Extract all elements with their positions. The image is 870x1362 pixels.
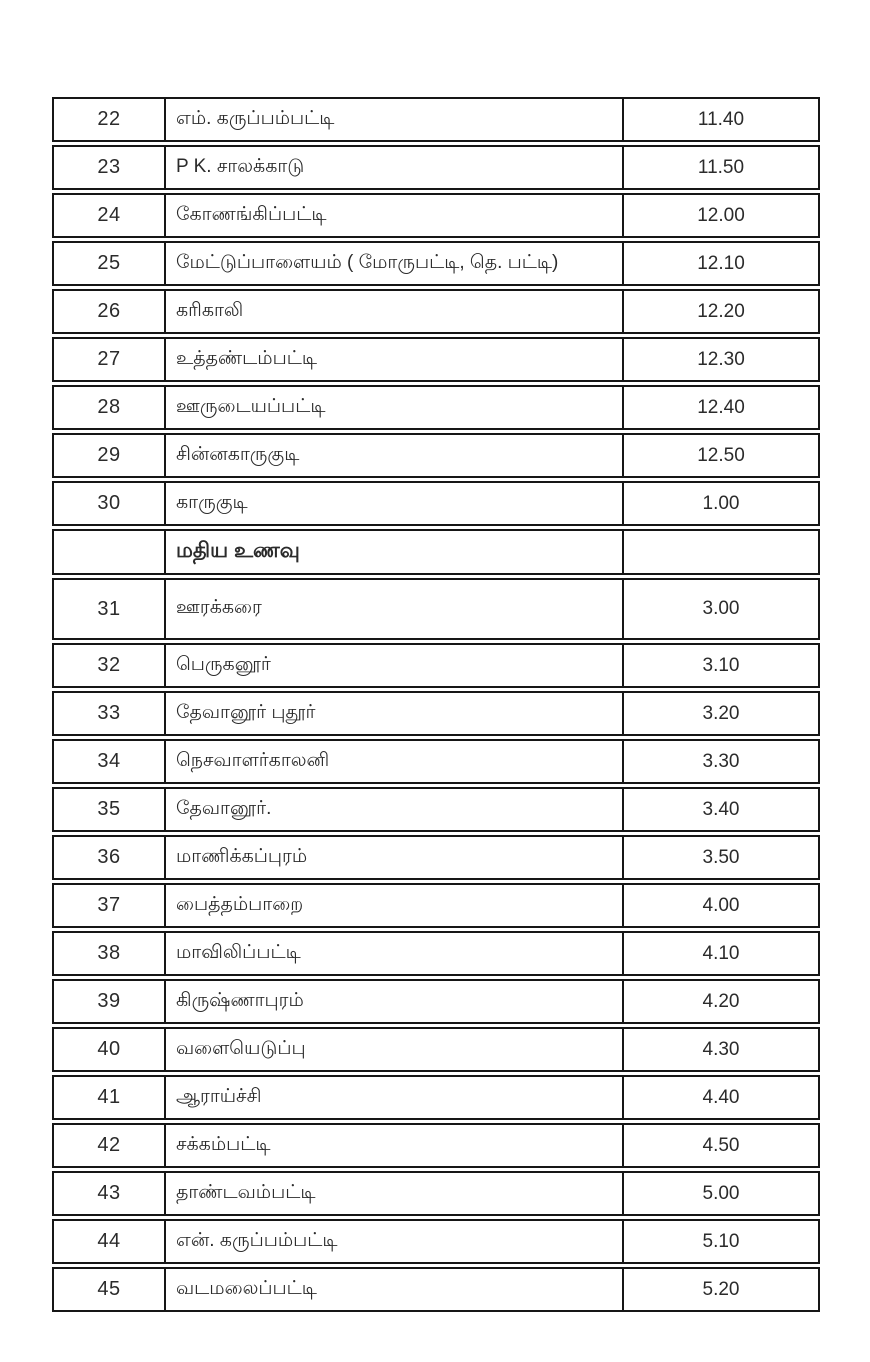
time-value-cell: 3.50 xyxy=(624,835,820,880)
serial-number-cell: 44 xyxy=(52,1219,166,1264)
place-name-cell: கோணங்கிப்பட்டி xyxy=(166,193,624,238)
schedule-table xyxy=(52,94,820,1315)
place-name-cell: ஊரக்கரை xyxy=(166,578,624,640)
time-value-cell: 4.10 xyxy=(624,931,820,976)
table-row xyxy=(52,97,820,142)
serial-number-cell: 31 xyxy=(52,578,166,640)
serial-number-cell: 45 xyxy=(52,1267,166,1312)
time-value-cell: 3.10 xyxy=(624,643,820,688)
time-value-cell: 3.20 xyxy=(624,691,820,736)
place-name-cell: மதிய உணவு xyxy=(166,529,624,575)
place-name-cell: நெசவாளர்காலனி xyxy=(166,739,624,784)
place-name-cell: எம். கருப்பம்பட்டி xyxy=(166,97,624,142)
table-row xyxy=(52,931,820,976)
serial-number-cell: 34 xyxy=(52,739,166,784)
table-row xyxy=(52,1171,820,1216)
time-value-cell: 1.00 xyxy=(624,481,820,526)
time-value-cell: 12.00 xyxy=(624,193,820,238)
time-value-cell: 12.50 xyxy=(624,433,820,478)
place-name-cell: P K. சாலக்காடு xyxy=(166,145,624,190)
time-value-cell: 11.40 xyxy=(624,97,820,142)
time-value-cell: 3.00 xyxy=(624,578,820,640)
time-value-cell: 4.30 xyxy=(624,1027,820,1072)
time-value-cell: 4.20 xyxy=(624,979,820,1024)
serial-number-cell: 35 xyxy=(52,787,166,832)
time-value-cell: 11.50 xyxy=(624,145,820,190)
serial-number-cell: 22 xyxy=(52,97,166,142)
serial-number-cell: 32 xyxy=(52,643,166,688)
schedule-table-body xyxy=(52,97,820,1312)
table-row xyxy=(52,145,820,190)
table-row xyxy=(52,289,820,334)
table-row xyxy=(52,835,820,880)
table-row xyxy=(52,1123,820,1168)
place-name-cell: வடமலைப்பட்டி xyxy=(166,1267,624,1312)
serial-number-cell: 41 xyxy=(52,1075,166,1120)
serial-number-cell: 38 xyxy=(52,931,166,976)
place-name-cell: ஆராய்ச்சி xyxy=(166,1075,624,1120)
place-name-cell: கிருஷ்ணாபுரம் xyxy=(166,979,624,1024)
table-row xyxy=(52,433,820,478)
table-row xyxy=(52,337,820,382)
time-value-cell: 3.30 xyxy=(624,739,820,784)
time-value-cell: 5.20 xyxy=(624,1267,820,1312)
time-value-cell: 4.40 xyxy=(624,1075,820,1120)
serial-number-cell: 33 xyxy=(52,691,166,736)
table-row xyxy=(52,883,820,928)
table-row xyxy=(52,643,820,688)
table-row xyxy=(52,578,820,640)
table-row xyxy=(52,1219,820,1264)
serial-number-cell: 43 xyxy=(52,1171,166,1216)
place-name-cell: வளையெடுப்பு xyxy=(166,1027,624,1072)
table-row xyxy=(52,1075,820,1120)
table-row xyxy=(52,787,820,832)
place-name-cell: என். கருப்பம்பட்டி xyxy=(166,1219,624,1264)
place-name-cell: ஊருடையப்பட்டி xyxy=(166,385,624,430)
time-value-cell: 12.20 xyxy=(624,289,820,334)
serial-number-cell: 26 xyxy=(52,289,166,334)
time-value-cell: 4.50 xyxy=(624,1123,820,1168)
time-value-cell xyxy=(624,529,820,575)
time-value-cell: 12.40 xyxy=(624,385,820,430)
place-name-cell: தேவானூர். xyxy=(166,787,624,832)
place-name-cell: காருகுடி xyxy=(166,481,624,526)
time-value-cell: 5.10 xyxy=(624,1219,820,1264)
place-name-cell: உத்தண்டம்பட்டி xyxy=(166,337,624,382)
serial-number-cell: 29 xyxy=(52,433,166,478)
table-row xyxy=(52,193,820,238)
serial-number-cell xyxy=(52,529,166,575)
serial-number-cell: 24 xyxy=(52,193,166,238)
table-row xyxy=(52,739,820,784)
serial-number-cell: 39 xyxy=(52,979,166,1024)
place-name-cell: பைத்தம்பாறை xyxy=(166,883,624,928)
place-name-cell: மாணிக்கப்புரம் xyxy=(166,835,624,880)
time-value-cell: 5.00 xyxy=(624,1171,820,1216)
table-row xyxy=(52,241,820,286)
time-value-cell: 4.00 xyxy=(624,883,820,928)
serial-number-cell: 40 xyxy=(52,1027,166,1072)
table-row xyxy=(52,691,820,736)
serial-number-cell: 25 xyxy=(52,241,166,286)
serial-number-cell: 23 xyxy=(52,145,166,190)
place-name-cell: தேவானூர் புதூர் xyxy=(166,691,624,736)
serial-number-cell: 42 xyxy=(52,1123,166,1168)
table-row xyxy=(52,1267,820,1312)
place-name-cell: தாண்டவம்பட்டி xyxy=(166,1171,624,1216)
time-value-cell: 3.40 xyxy=(624,787,820,832)
table-row xyxy=(52,1027,820,1072)
place-name-cell: மேட்டுப்பாளையம் ( மோருபட்டி, தெ. பட்டி) xyxy=(166,241,624,286)
place-name-cell: மாவிலிப்பட்டி xyxy=(166,931,624,976)
table-row xyxy=(52,979,820,1024)
serial-number-cell: 36 xyxy=(52,835,166,880)
table-row xyxy=(52,481,820,526)
time-value-cell: 12.10 xyxy=(624,241,820,286)
place-name-cell: கரிகாலி xyxy=(166,289,624,334)
place-name-cell: பெருகனூர் xyxy=(166,643,624,688)
place-name-cell: சக்கம்பட்டி xyxy=(166,1123,624,1168)
serial-number-cell: 28 xyxy=(52,385,166,430)
serial-number-cell: 27 xyxy=(52,337,166,382)
table-row xyxy=(52,385,820,430)
time-value-cell: 12.30 xyxy=(624,337,820,382)
serial-number-cell: 30 xyxy=(52,481,166,526)
place-name-cell: சின்னகாருகுடி xyxy=(166,433,624,478)
serial-number-cell: 37 xyxy=(52,883,166,928)
section-header-row xyxy=(52,529,820,575)
